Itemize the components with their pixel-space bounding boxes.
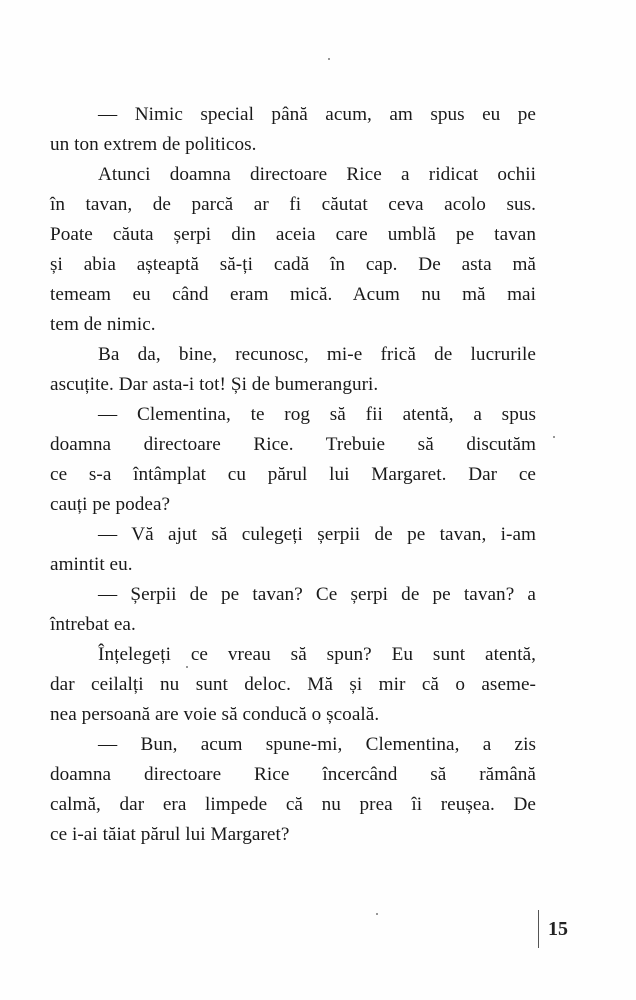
paragraph bbox=[50, 580, 536, 640]
text-line: Poate căuta șerpi din aceia care umblă pe tavan bbox=[50, 224, 536, 245]
text-line: ascuțite. Dar asta-i tot! Și de bumeranguri. bbox=[50, 374, 379, 395]
text-line: doamna directoare Rice încercând să rămână bbox=[50, 764, 536, 785]
text-line: Înțelegeți ce vreau să spun? Eu sunt atentă, bbox=[98, 644, 536, 665]
text-line: Atunci doamna directoare Rice a ridicat ochii bbox=[98, 164, 536, 185]
text-line: — Clementina, te rog să fii atentă, a spus bbox=[98, 404, 536, 425]
text-line: temeam eu când eram mică. Acum nu mă mai bbox=[50, 284, 536, 305]
text-line: calmă, dar era limpede că nu prea îi reușea. De bbox=[50, 794, 536, 815]
page-number: 15 bbox=[548, 918, 568, 940]
text-line: amintit eu. bbox=[50, 554, 133, 575]
paragraph bbox=[50, 730, 536, 850]
text-line: cauți pe podea? bbox=[50, 494, 171, 515]
text-line: ce i-ai tăiat părul lui Margaret? bbox=[50, 824, 290, 845]
scan-speck bbox=[328, 58, 330, 60]
text-line: — Șerpii de pe tavan? Ce șerpi de pe tavan? a bbox=[98, 584, 536, 605]
body-text bbox=[50, 100, 536, 850]
paragraph bbox=[50, 340, 536, 400]
paragraph bbox=[50, 100, 536, 160]
text-line: tem de nimic. bbox=[50, 314, 156, 335]
paragraph bbox=[50, 520, 536, 580]
scan-speck bbox=[186, 666, 188, 668]
text-line: Ba da, bine, recunosc, mi-e frică de lucrurile bbox=[98, 344, 536, 365]
paragraph bbox=[50, 160, 536, 340]
text-line: — Vă ajut să culegeți șerpii de pe tavan, i-am bbox=[98, 524, 536, 545]
text-line: ce s-a întâmplat cu părul lui Margaret. Dar ce bbox=[50, 464, 536, 485]
text-line: și abia așteaptă să-ți cadă în cap. De asta mă bbox=[50, 254, 536, 275]
page-number-rule bbox=[538, 910, 539, 948]
paragraph bbox=[50, 400, 536, 520]
scan-speck bbox=[376, 913, 378, 915]
text-line: — Bun, acum spune-mi, Clementina, a zis bbox=[98, 734, 536, 755]
text-line: în tavan, de parcă ar fi căutat ceva acolo sus. bbox=[50, 194, 536, 215]
text-line: — Nimic special până acum, am spus eu pe bbox=[98, 104, 536, 125]
text-line: doamna directoare Rice. Trebuie să discutăm bbox=[50, 434, 536, 455]
scan-speck bbox=[553, 436, 555, 438]
text-line: nea persoană are voie să conducă o școală. bbox=[50, 704, 380, 725]
text-line: dar ceilalți nu sunt deloc. Mă și mir că o aseme- bbox=[50, 674, 536, 695]
paragraph bbox=[50, 640, 536, 730]
text-line: un ton extrem de politicos. bbox=[50, 134, 257, 155]
text-line: întrebat ea. bbox=[50, 614, 136, 635]
